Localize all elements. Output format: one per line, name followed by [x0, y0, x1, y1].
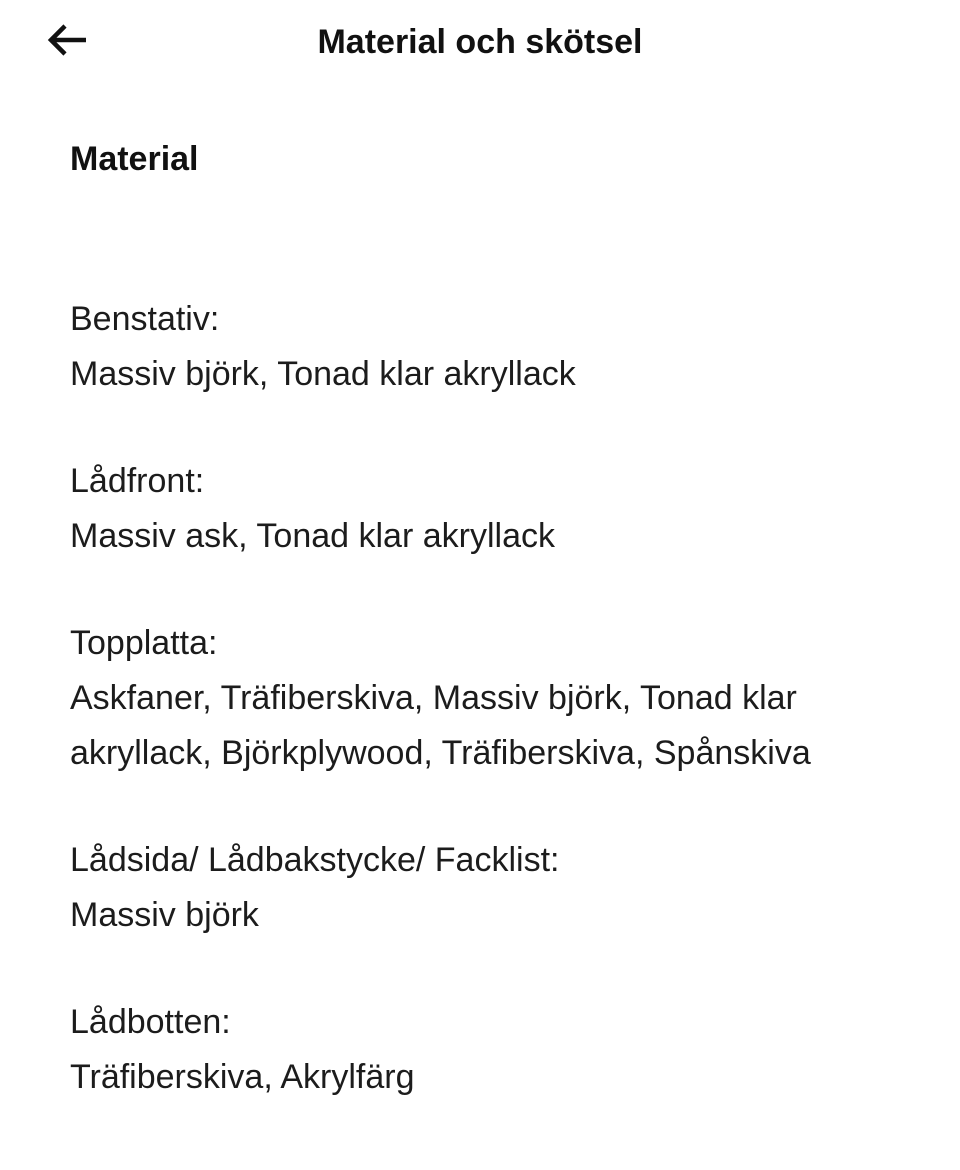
material-part-value: Träfiberskiva, Akrylfärg	[70, 1058, 415, 1096]
material-care-page	[0, 138, 960, 1105]
material-part-value: Massiv björk	[70, 896, 259, 934]
material-section-topplatta	[70, 616, 890, 781]
material-part-label: Lådsida/ Lådbakstycke/ Facklist:	[70, 841, 560, 879]
material-section-ladsida	[70, 833, 890, 943]
material-part-label: Lådfront:	[70, 462, 205, 500]
material-part-label: Topplatta:	[70, 624, 218, 662]
material-part-label: Lådbotten:	[70, 1003, 231, 1041]
material-section-ladfront	[70, 454, 890, 564]
material-heading: Material	[70, 140, 199, 178]
material-section-benstativ	[70, 292, 890, 402]
material-part-label: Benstativ:	[70, 300, 220, 338]
material-part-value: Massiv björk, Tonad klar akryllack	[70, 355, 576, 393]
material-part-value: Askfaner, Träfiberskiva, Massiv björk, Tonad klar akryllack, Björkplywood, Träfiberskiva, Spånskiva	[70, 679, 811, 772]
top-app-bar	[0, 0, 960, 90]
material-part-value: Massiv ask, Tonad klar akryllack	[70, 517, 555, 555]
page-title: Material och skötsel	[317, 23, 643, 61]
material-section-ladbotten	[70, 995, 890, 1105]
